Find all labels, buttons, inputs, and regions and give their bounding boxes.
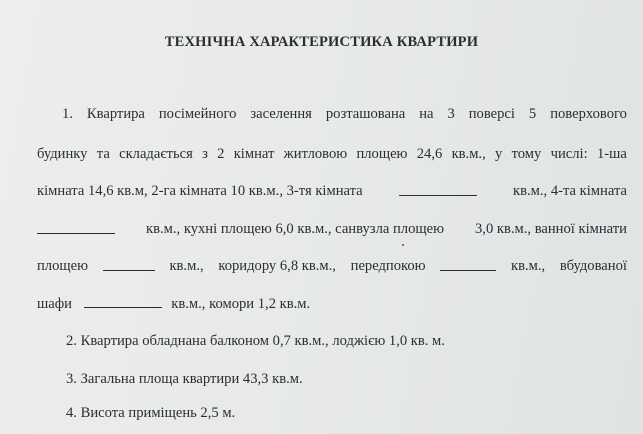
paragraph-1-line-2 [37,146,627,163]
fill-in-blank [84,295,162,308]
text-segment: вбудованої [559,258,627,274]
text-segment: площею [37,258,89,274]
word: числі: [550,146,588,162]
item-4-ceiling-height: 4. Висота приміщень 2,5 м. [66,405,236,421]
word: тому [511,146,542,162]
paragraph-1-line-5 [37,258,627,275]
fill-in-blank [37,221,115,234]
fill-in-blank [440,258,496,271]
word: розташована [325,106,406,122]
paragraph-1-line-4 [37,221,627,238]
text-segment: кв.м., 4-та кімната [513,183,627,199]
word: Квартира [86,106,145,122]
fill-in-blank [399,183,477,196]
text-segment: кв.м., комори 1,2 кв.м. [171,296,311,312]
word: 1. [62,106,73,122]
word: складається [119,146,193,162]
word: кімнат [233,146,275,162]
item-2-balcony: 2. Квартира обладнана балконом 0,7 кв.м., лоджією 1,0 кв. м. [66,333,445,349]
text-segment: кімната 14,6 кв.м, 2-га кімната 10 кв.м., 3-тя кімната [37,183,363,199]
word: будинку [37,146,88,162]
word: площею [356,146,408,162]
text-segment: коридору 6,8 кв.м., [218,258,336,274]
word: поверхового [550,106,627,122]
word: кв.м., [451,146,486,162]
word: заселення [250,106,312,122]
word: з [202,146,208,162]
text-segment: 3,0 кв.м., ванної кімнати [475,221,627,237]
word: посімейного [158,106,237,122]
paragraph-1-line-1 [62,106,627,123]
paper-speck [402,244,404,246]
fill-in-blank [103,258,155,271]
word: 5 [528,106,537,122]
word: та [96,146,110,162]
word: у [495,146,503,162]
word: на [419,106,434,122]
word: 1-ша [596,146,627,162]
word: поверсі [468,106,515,122]
text-segment: передпокою [350,258,426,274]
word: 3 [447,106,455,122]
text-segment: кв.м., [169,258,204,274]
text-segment: шафи [37,296,72,312]
item-3-total-area: 3. Загальна площа квартири 43,3 кв.м. [66,371,303,387]
word: 2 [217,146,225,162]
document-title: ТЕХНІЧНА ХАРАКТЕРИСТИКА КВАРТИРИ [164,34,479,50]
text-segment: кв.м., [511,258,546,274]
paragraph-1-line-6 [37,295,627,313]
word: житловою [283,146,348,162]
word: 24,6 [416,146,443,162]
text-segment: кв.м., кухні площею 6,0 кв.м., санвузла площею [146,221,444,237]
paragraph-1-line-3 [37,183,627,200]
